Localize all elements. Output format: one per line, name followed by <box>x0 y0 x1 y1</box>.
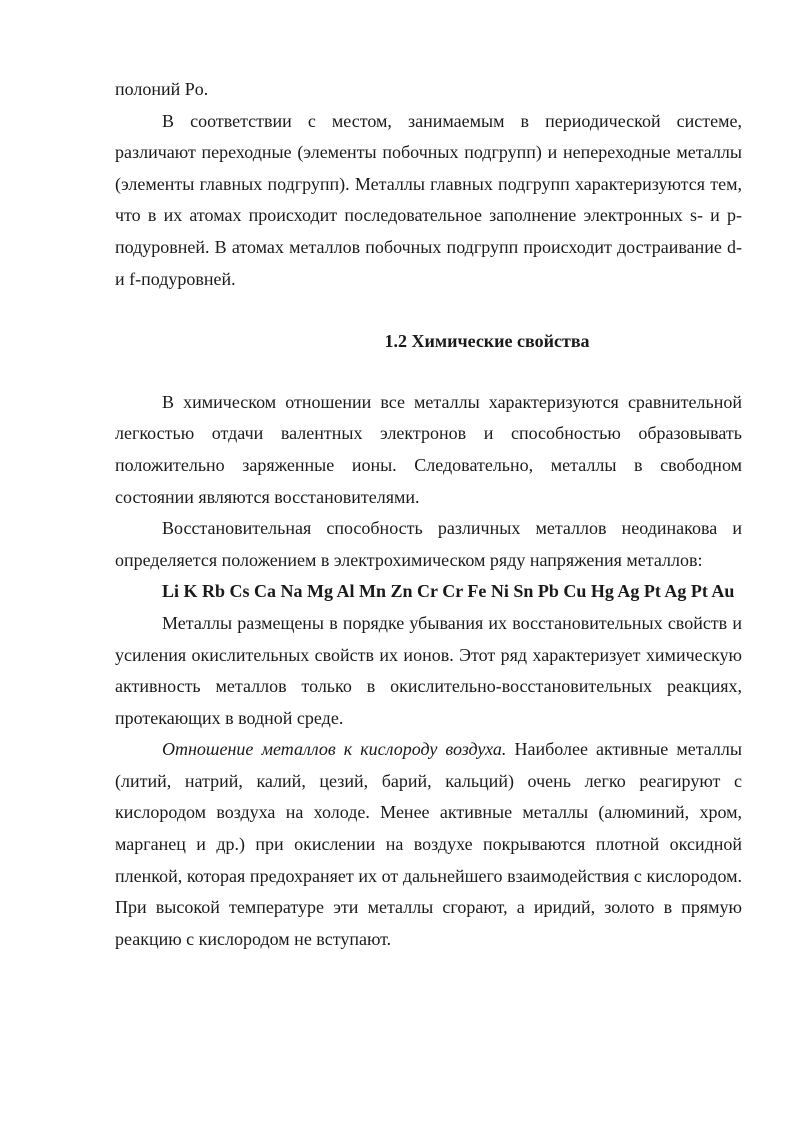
paragraph-series-explanation: Металлы размещены в порядке убывания их восстановительных свойств и усиления окислительных свойств их ионов. Этот ряд характеризует химическую активность металлов только в окислительно-восстановительных реакциях, протекающих в водной среде. <box>115 612 742 728</box>
paragraph-reducing-agents: В химическом отношении все металлы характеризуются сравнительной легкостью отдачи валентных электронов и способностью образовывать положительно заряженные ионы. Следовательно, металлы в свободном состоянии являются восстановителями. <box>115 391 742 507</box>
paragraph-oxygen-text: Наиболее активные металлы (литий, натрий, калий, цезий, барий, кальций) очень легко реагируют с кислородом воздуха на холоде. Менее активные металлы (алюминий, хром, марганец и др.) при окислении на воздухе покрываются плотной оксидной пленкой, которая предохраняет их от дальнейшего взаимодействия с кислородом. При высокой температуре эти металлы сгорают, а иридий, золото в прямую реакцию с кислородом не вступают. <box>115 739 742 949</box>
paragraph-metal-classification: В соответствии с местом, занимаемым в периодической системе, различают переходные (элементы побочных подгрупп) и непереходные металлы (элементы главных подгрупп). Металлы главных подгрупп характеризуются тем, что в их атомах происходит последовательное заполнение электронных s- и p-подуровней. В атомах металлов побочных подгрупп происходит достраивание d- и f-подуровней. <box>115 110 742 289</box>
section-heading: 1.2 Химические свойства <box>384 331 590 352</box>
document-body <box>115 74 742 955</box>
electrochemical-series: Li K Rb Cs Ca Na Mg Al Mn Zn Cr Cr Fe Ni Sn Pb Cu Hg Ag Pt Ag Pt Au <box>162 581 735 602</box>
paragraph-reducing-ability: Восстановительная способность различных металлов неодинакова и определяется положением в электрохимическом ряду напряжения металлов: <box>115 518 742 570</box>
paragraph-continuation: полоний Po. <box>115 79 209 99</box>
paragraph-oxygen-reaction <box>115 734 742 955</box>
italic-lead-phrase: Отношение металлов к кислороду воздуха. <box>162 739 507 760</box>
